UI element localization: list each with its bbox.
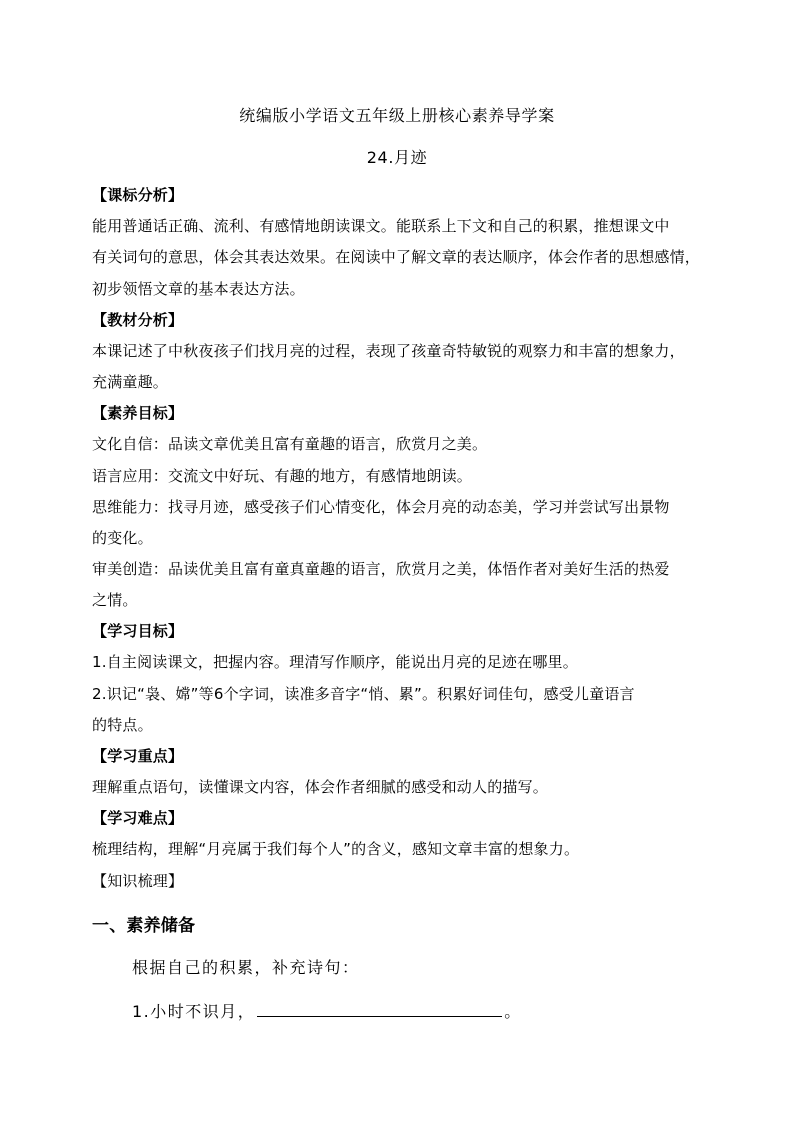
curriculum-line: 有关词句的意思，体会其表达效果。在阅读中了解文章的表达顺序，体会作者的思想感情， [92, 248, 701, 266]
literacy-goal-line: 的变化。 [92, 529, 153, 547]
exercise-section-heading: 一、素养储备 [92, 916, 196, 936]
difficulties-heading: 【学习难点】 [92, 809, 184, 827]
curriculum-line: 初步领悟文章的基本表达方法。 [92, 280, 305, 298]
literacy-goal-line: 语言应用：交流文中好玩、有趣的地方，有感情地朗读。 [92, 467, 473, 485]
curriculum-heading: 【课标分析】 [92, 186, 184, 204]
literacy-goals-heading: 【素养目标】 [92, 404, 184, 422]
document-title: 统编版小学语文五年级上册核心素养导学案 [239, 106, 555, 125]
learning-goal-line: 1.自主阅读课文，把握内容。理清写作顺序，能说出月亮的足迹在哪里。 [92, 653, 578, 671]
learning-goals-heading: 【学习目标】 [92, 622, 184, 640]
key-points-heading: 【学习重点】 [92, 747, 184, 765]
exercise-item-1-suffix: 。 [504, 1002, 522, 1021]
literacy-goal-line: 审美创造：品读优美且富有童真童趣的语言，欣赏月之美，体悟作者对美好生活的热爱 [92, 560, 670, 578]
difficulties-line: 梳理结构，理解“月亮属于我们每个人”的含义，感知文章丰富的想象力。 [92, 840, 580, 858]
literacy-goal-line: 之情。 [92, 591, 138, 609]
learning-goal-line: 2.识记“袅、嫦”等6个字词，读准多音字“悄、累”。积累好词佳句，感受儿童语言 [92, 685, 635, 703]
textbook-line: 充满童趣。 [92, 373, 169, 391]
textbook-heading: 【教材分析】 [92, 311, 184, 329]
answer-blank[interactable] [257, 1002, 502, 1017]
exercise-item-1 [132, 1002, 522, 1022]
key-points-line: 理解重点语句，读懂课文内容，体会作者细腻的感受和动人的描写。 [92, 778, 549, 796]
literacy-goal-line: 思维能力：找寻月迹，感受孩子们心情变化，体会月亮的动态美，学习并尝试写出景物 [92, 498, 670, 516]
exercise-item-1-prefix: 1.小时不识月， [132, 1002, 256, 1021]
knowledge-heading: 【知识梳理】 [92, 872, 184, 890]
exercise-instruction: 根据自己的积累，补充诗句： [132, 958, 360, 977]
curriculum-line: 能用普通话正确、流利、有感情地朗读课文。能联系上下文和自己的积累，推想课文中 [92, 217, 670, 235]
learning-goal-line: 的特点。 [92, 716, 153, 734]
lesson-title: 24.月迹 [366, 148, 428, 167]
textbook-line: 本课记述了中秋夜孩子们找月亮的过程，表现了孩童奇特敏锐的观察力和丰富的想象力， [92, 342, 685, 360]
literacy-goal-line: 文化自信：品读文章优美且富有童趣的语言，欣赏月之美。 [92, 435, 488, 453]
